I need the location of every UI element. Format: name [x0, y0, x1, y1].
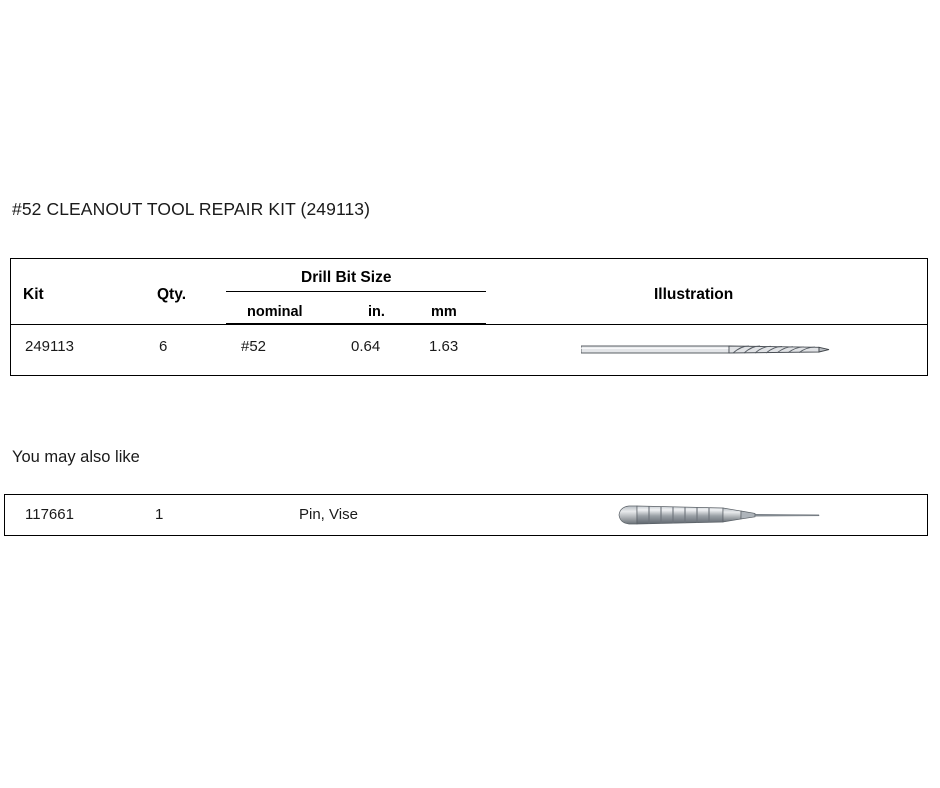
- column-header-illustration: Illustration: [654, 286, 734, 303]
- page-title: #52 CLEANOUT TOOL REPAIR KIT (249113): [12, 199, 371, 219]
- column-header-kit: Kit: [23, 286, 44, 303]
- cell-mm: 1.63: [429, 338, 459, 355]
- cell-description: Pin, Vise: [299, 506, 358, 523]
- cell-inches: 0.64: [351, 338, 381, 355]
- column-header-mm: mm: [431, 304, 457, 320]
- spec-table-header: [11, 259, 927, 324]
- column-header-drill-bit-size: Drill Bit Size: [301, 269, 392, 286]
- column-header-nominal: nominal: [247, 304, 303, 320]
- cell-qty: 6: [159, 338, 168, 355]
- column-header-qty: Qty.: [157, 286, 186, 303]
- cell-nominal: #52: [241, 338, 267, 355]
- table-row: [11, 325, 927, 376]
- drill-bit-icon: [581, 341, 831, 359]
- you-may-also-like-label: You may also like: [12, 448, 140, 466]
- spec-table: [10, 258, 928, 376]
- drill-bit-size-top-rule: [226, 291, 486, 292]
- vise-pin-icon: [615, 497, 825, 533]
- cell-kit: 249113: [25, 338, 74, 355]
- also-like-table: [4, 494, 928, 536]
- column-header-inches: in.: [368, 304, 385, 320]
- cell-part-number: 117661: [25, 506, 74, 523]
- cell-qty: 1: [155, 506, 164, 523]
